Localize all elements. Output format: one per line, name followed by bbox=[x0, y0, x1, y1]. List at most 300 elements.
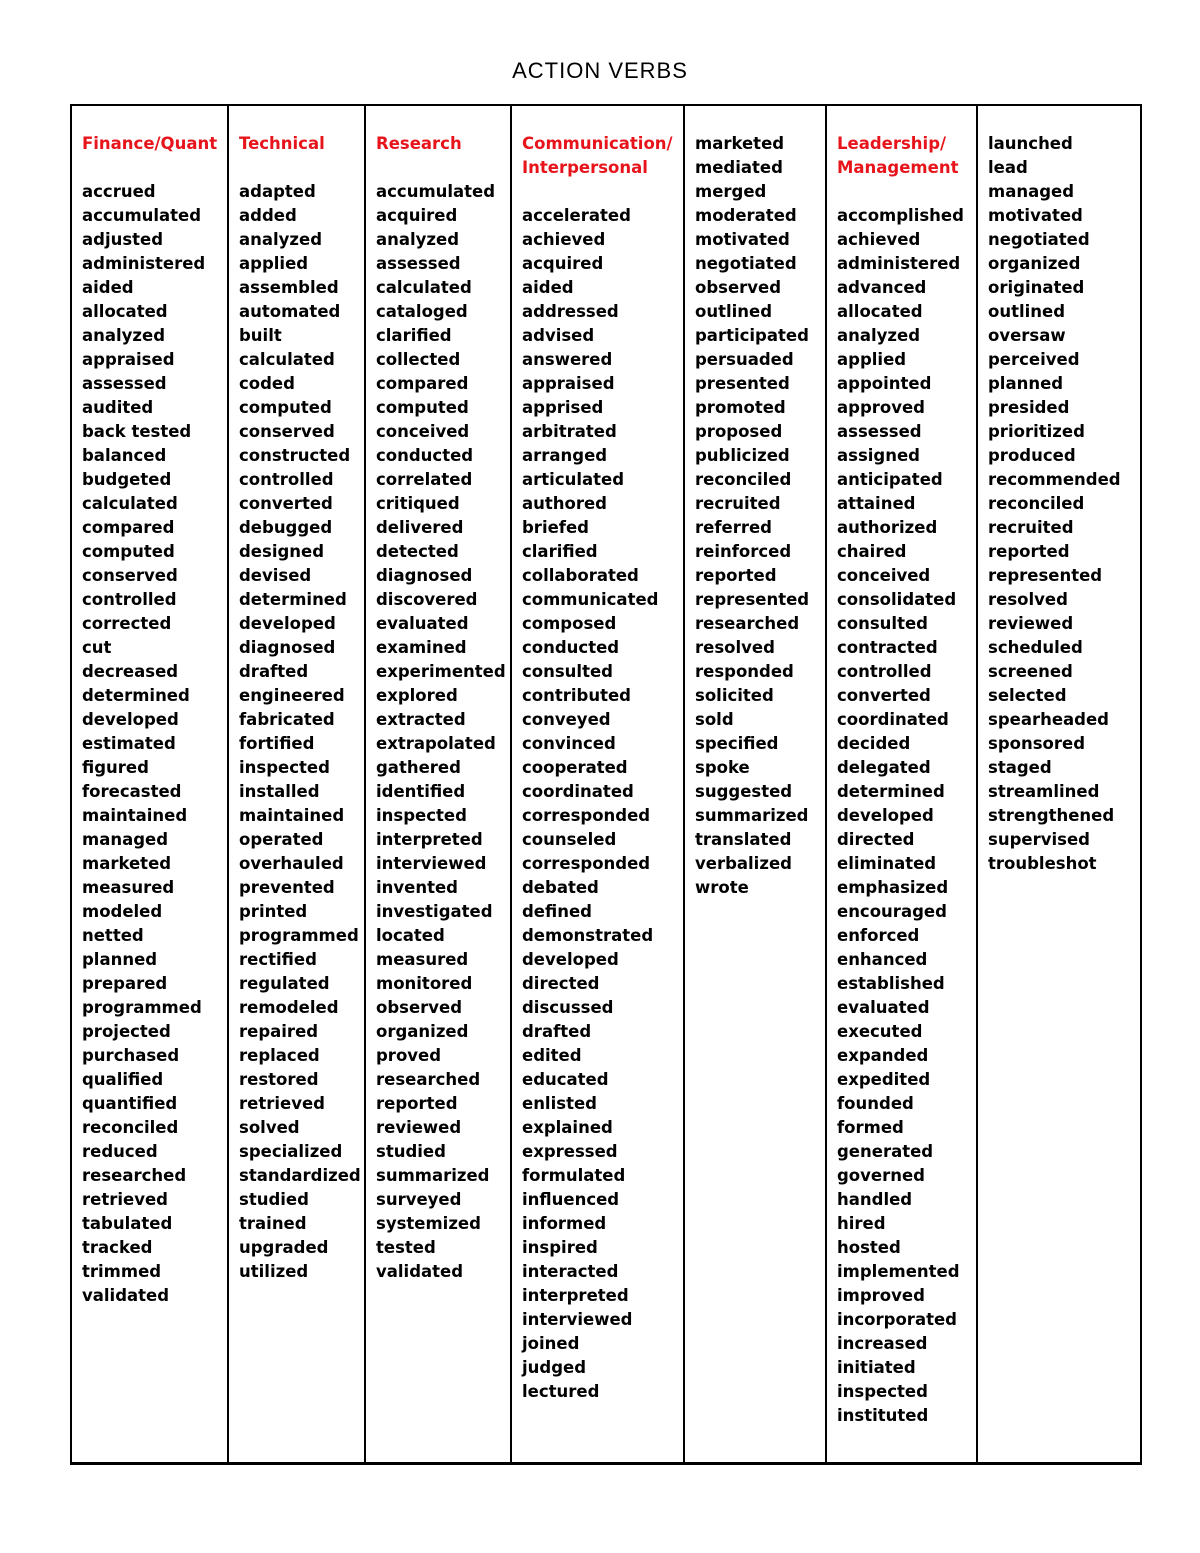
verb-item: developed bbox=[239, 614, 336, 633]
verb-item: sponsored bbox=[988, 734, 1086, 753]
verb-item: accumulated bbox=[376, 182, 496, 201]
verb-item: measured bbox=[376, 950, 469, 969]
verb-item: standardized bbox=[239, 1166, 361, 1185]
verb-item: computed bbox=[239, 398, 332, 417]
verb-item: tabulated bbox=[82, 1214, 173, 1233]
verb-item: reviewed bbox=[988, 614, 1074, 633]
verb-item: formulated bbox=[522, 1166, 626, 1185]
verb-item: analyzed bbox=[376, 230, 460, 249]
verb-item: appraised bbox=[522, 374, 615, 393]
verb-item: represented bbox=[695, 590, 810, 609]
verb-item: explained bbox=[522, 1118, 613, 1137]
verb-item: developed bbox=[82, 710, 179, 729]
verb-item: strengthened bbox=[988, 806, 1115, 825]
verb-item: verbalized bbox=[695, 854, 792, 873]
verb-item: determined bbox=[837, 782, 945, 801]
verb-item: educated bbox=[522, 1070, 609, 1089]
verb-item: communicated bbox=[522, 590, 659, 609]
verb-item: conceived bbox=[376, 422, 470, 441]
verb-item: assessed bbox=[376, 254, 461, 273]
verb-item: validated bbox=[82, 1286, 170, 1305]
verb-item: rectified bbox=[239, 950, 317, 969]
verb-item: assessed bbox=[837, 422, 922, 441]
verb-item: founded bbox=[837, 1094, 914, 1113]
verb-item: articulated bbox=[522, 470, 625, 489]
verb-item: inspected bbox=[837, 1382, 928, 1401]
verb-item: applied bbox=[837, 350, 907, 369]
verb-item: encouraged bbox=[837, 902, 947, 921]
verb-item: cooperated bbox=[522, 758, 628, 777]
verb-item: utilized bbox=[239, 1262, 309, 1281]
verb-item: specialized bbox=[239, 1142, 343, 1161]
verb-item: inspected bbox=[239, 758, 330, 777]
verb-item: diagnosed bbox=[239, 638, 336, 657]
verb-item: proved bbox=[376, 1046, 442, 1065]
verb-item: judged bbox=[522, 1358, 587, 1377]
action-verbs-table bbox=[70, 104, 1142, 1465]
verb-item: counseled bbox=[522, 830, 617, 849]
verb-item: trimmed bbox=[82, 1262, 162, 1281]
verb-item: upgraded bbox=[239, 1238, 329, 1257]
verb-item: authorized bbox=[837, 518, 938, 537]
verb-item: reconciled bbox=[82, 1118, 179, 1137]
verb-item: troubleshot bbox=[988, 854, 1097, 873]
verb-item: planned bbox=[82, 950, 158, 969]
verb-item: lectured bbox=[522, 1382, 600, 1401]
verb-item: computed bbox=[376, 398, 469, 417]
verb-item: investigated bbox=[376, 902, 493, 921]
verb-item: corresponded bbox=[522, 854, 651, 873]
verb-item: calculated bbox=[376, 278, 472, 297]
verb-item: launched bbox=[988, 134, 1073, 153]
verb-item: analyzed bbox=[82, 326, 166, 345]
verb-item: developed bbox=[522, 950, 619, 969]
verb-item: forecasted bbox=[82, 782, 182, 801]
verb-item: retrieved bbox=[82, 1190, 168, 1209]
verb-item: accomplished bbox=[837, 206, 964, 225]
verb-item: achieved bbox=[522, 230, 606, 249]
verb-item: reported bbox=[695, 566, 777, 585]
verb-item: consulted bbox=[837, 614, 928, 633]
verb-item: represented bbox=[988, 566, 1103, 585]
verb-item: handled bbox=[837, 1190, 913, 1209]
column-heading: Finance/Quant bbox=[82, 134, 218, 153]
verb-item: sold bbox=[695, 710, 734, 729]
verb-item: devised bbox=[239, 566, 312, 585]
verb-item: presided bbox=[988, 398, 1070, 417]
verb-item: determined bbox=[82, 686, 190, 705]
verb-item: researched bbox=[82, 1166, 187, 1185]
verb-item: studied bbox=[376, 1142, 446, 1161]
verb-item: conducted bbox=[376, 446, 474, 465]
verb-item: promoted bbox=[695, 398, 786, 417]
verb-item: proposed bbox=[695, 422, 783, 441]
verb-item: tracked bbox=[82, 1238, 153, 1257]
verb-item: analyzed bbox=[837, 326, 921, 345]
verb-item: formed bbox=[837, 1118, 904, 1137]
verb-item: restored bbox=[239, 1070, 319, 1089]
column-research bbox=[366, 106, 512, 1462]
verb-item: debugged bbox=[239, 518, 333, 537]
verb-item: anticipated bbox=[837, 470, 943, 489]
verb-item: delivered bbox=[376, 518, 464, 537]
verb-item: suggested bbox=[695, 782, 793, 801]
verb-item: briefed bbox=[522, 518, 589, 537]
verb-item: designed bbox=[239, 542, 325, 561]
verb-item: maintained bbox=[239, 806, 345, 825]
verb-item: eliminated bbox=[837, 854, 937, 873]
verb-item: attained bbox=[837, 494, 916, 513]
verb-item: studied bbox=[239, 1190, 309, 1209]
verb-item: monitored bbox=[376, 974, 473, 993]
verb-item: cut bbox=[82, 638, 112, 657]
verb-item: detected bbox=[376, 542, 459, 561]
verb-item: quantified bbox=[82, 1094, 178, 1113]
verb-item: compared bbox=[82, 518, 175, 537]
verb-item: conserved bbox=[82, 566, 178, 585]
verb-item: convinced bbox=[522, 734, 616, 753]
verb-item: approved bbox=[837, 398, 925, 417]
verb-item: replaced bbox=[239, 1046, 320, 1065]
page-title: ACTION VERBS bbox=[512, 58, 688, 83]
verb-item: defined bbox=[522, 902, 592, 921]
verb-item: streamlined bbox=[988, 782, 1100, 801]
column-communication-interpersonal-continued bbox=[685, 106, 827, 1462]
verb-item: influenced bbox=[522, 1190, 620, 1209]
verb-item: marketed bbox=[695, 134, 785, 153]
verb-item: adjusted bbox=[82, 230, 164, 249]
verb-item: inspired bbox=[522, 1238, 598, 1257]
verb-item: informed bbox=[522, 1214, 607, 1233]
verb-item: extrapolated bbox=[376, 734, 496, 753]
verb-item: prevented bbox=[239, 878, 335, 897]
column-finance-quant bbox=[72, 106, 229, 1462]
verb-item: supervised bbox=[988, 830, 1090, 849]
verb-item: controlled bbox=[239, 470, 334, 489]
verb-item: diagnosed bbox=[376, 566, 473, 585]
verb-item: arbitrated bbox=[522, 422, 617, 441]
verb-item: retrieved bbox=[239, 1094, 325, 1113]
verb-item: prioritized bbox=[988, 422, 1085, 441]
verb-item: merged bbox=[695, 182, 767, 201]
verb-item: controlled bbox=[82, 590, 177, 609]
verb-item: explored bbox=[376, 686, 458, 705]
verb-item: coordinated bbox=[837, 710, 949, 729]
verb-item: repaired bbox=[239, 1022, 319, 1041]
verb-item: observed bbox=[695, 278, 782, 297]
verb-item: drafted bbox=[239, 662, 309, 681]
verb-item: regulated bbox=[239, 974, 330, 993]
verb-item: expressed bbox=[522, 1142, 618, 1161]
verb-item: enforced bbox=[837, 926, 920, 945]
verb-item: directed bbox=[837, 830, 915, 849]
verb-item: corrected bbox=[82, 614, 172, 633]
verb-item: contributed bbox=[522, 686, 631, 705]
verb-item: perceived bbox=[988, 350, 1080, 369]
verb-item: recommended bbox=[988, 470, 1121, 489]
verb-item: moderated bbox=[695, 206, 797, 225]
verb-item: researched bbox=[695, 614, 800, 633]
verb-item: decided bbox=[837, 734, 911, 753]
verb-item: clarified bbox=[522, 542, 598, 561]
verb-item: presented bbox=[695, 374, 790, 393]
verb-item: organized bbox=[988, 254, 1081, 273]
verb-item: balanced bbox=[82, 446, 167, 465]
verb-item: qualified bbox=[82, 1070, 164, 1089]
verb-item: oversaw bbox=[988, 326, 1066, 345]
verb-item: observed bbox=[376, 998, 463, 1017]
verb-item: appraised bbox=[82, 350, 175, 369]
verb-item: recruited bbox=[988, 518, 1074, 537]
verb-item: improved bbox=[837, 1286, 925, 1305]
verb-item: lead bbox=[988, 158, 1028, 177]
verb-item: programmed bbox=[82, 998, 202, 1017]
verb-item: programmed bbox=[239, 926, 359, 945]
verb-item: gathered bbox=[376, 758, 461, 777]
verb-item: recruited bbox=[695, 494, 781, 513]
verb-item: referred bbox=[695, 518, 772, 537]
verb-item: appointed bbox=[837, 374, 932, 393]
verb-item: determined bbox=[239, 590, 347, 609]
verb-item: joined bbox=[522, 1334, 580, 1353]
verb-item: measured bbox=[82, 878, 175, 897]
column-leadership-management-continued bbox=[978, 106, 1140, 1462]
verb-item: consulted bbox=[522, 662, 613, 681]
verb-item: edited bbox=[522, 1046, 582, 1065]
verb-item: staged bbox=[988, 758, 1052, 777]
verb-item: inspected bbox=[376, 806, 467, 825]
verb-item: publicized bbox=[695, 446, 790, 465]
verb-item: expedited bbox=[837, 1070, 931, 1089]
verb-item: resolved bbox=[695, 638, 775, 657]
verb-item: planned bbox=[988, 374, 1064, 393]
verb-item: allocated bbox=[837, 302, 923, 321]
verb-item: administered bbox=[82, 254, 206, 273]
verb-item: implemented bbox=[837, 1262, 960, 1281]
verb-item: experimented bbox=[376, 662, 506, 681]
verb-item: executed bbox=[837, 1022, 923, 1041]
verb-item: drafted bbox=[522, 1022, 592, 1041]
verb-item: spearheaded bbox=[988, 710, 1109, 729]
verb-item: discovered bbox=[376, 590, 478, 609]
verb-item: cataloged bbox=[376, 302, 468, 321]
verb-item: controlled bbox=[837, 662, 932, 681]
verb-item: solved bbox=[239, 1118, 300, 1137]
verb-item: marketed bbox=[82, 854, 172, 873]
verb-item: enhanced bbox=[837, 950, 928, 969]
verb-item: demonstrated bbox=[522, 926, 654, 945]
verb-item: managed bbox=[82, 830, 169, 849]
verb-item: figured bbox=[82, 758, 149, 777]
verb-item: installed bbox=[239, 782, 320, 801]
column-leadership-management bbox=[827, 106, 978, 1462]
verb-item: engineered bbox=[239, 686, 345, 705]
verb-item: conceived bbox=[837, 566, 931, 585]
verb-item: back tested bbox=[82, 422, 192, 441]
verb-item: identified bbox=[376, 782, 466, 801]
verb-item: addressed bbox=[522, 302, 619, 321]
verb-item: outlined bbox=[988, 302, 1066, 321]
verb-item: critiqued bbox=[376, 494, 460, 513]
verb-item: spoke bbox=[695, 758, 750, 777]
verb-item: reconciled bbox=[695, 470, 792, 489]
column-heading: Technical bbox=[239, 134, 325, 153]
verb-item: coordinated bbox=[522, 782, 634, 801]
verb-item: correlated bbox=[376, 470, 473, 489]
verb-item: estimated bbox=[82, 734, 176, 753]
verb-item: aided bbox=[82, 278, 134, 297]
verb-item: consolidated bbox=[837, 590, 957, 609]
verb-item: coded bbox=[239, 374, 295, 393]
verb-item: accelerated bbox=[522, 206, 631, 225]
verb-item: located bbox=[376, 926, 445, 945]
verb-item: achieved bbox=[837, 230, 921, 249]
verb-item: budgeted bbox=[82, 470, 172, 489]
verb-item: reported bbox=[988, 542, 1070, 561]
column-technical bbox=[229, 106, 366, 1462]
verb-item: remodeled bbox=[239, 998, 339, 1017]
verb-item: researched bbox=[376, 1070, 481, 1089]
verb-item: advised bbox=[522, 326, 595, 345]
verb-item: tested bbox=[376, 1238, 436, 1257]
verb-item: acquired bbox=[376, 206, 458, 225]
verb-item: acquired bbox=[522, 254, 604, 273]
verb-item: accumulated bbox=[82, 206, 202, 225]
verb-item: selected bbox=[988, 686, 1067, 705]
verb-item: surveyed bbox=[376, 1190, 462, 1209]
verb-item: hosted bbox=[837, 1238, 901, 1257]
verb-item: built bbox=[239, 326, 282, 345]
verb-item: summarized bbox=[695, 806, 809, 825]
column-communication-interpersonal bbox=[512, 106, 685, 1462]
verb-item: originated bbox=[988, 278, 1085, 297]
verb-item: examined bbox=[376, 638, 467, 657]
verb-item: netted bbox=[82, 926, 144, 945]
verb-item: incorporated bbox=[837, 1310, 957, 1329]
verb-item: managed bbox=[988, 182, 1075, 201]
verb-item: expanded bbox=[837, 1046, 929, 1065]
verb-item: assessed bbox=[82, 374, 167, 393]
verb-item: interpreted bbox=[376, 830, 483, 849]
verb-item: fortified bbox=[239, 734, 315, 753]
column-heading: Communication/ Interpersonal bbox=[522, 134, 673, 177]
verb-item: evaluated bbox=[376, 614, 469, 633]
verb-item: responded bbox=[695, 662, 794, 681]
column-heading: Research bbox=[376, 134, 462, 153]
verb-item: developed bbox=[837, 806, 934, 825]
verb-item: reconciled bbox=[988, 494, 1085, 513]
verb-item: advanced bbox=[837, 278, 927, 297]
verb-item: printed bbox=[239, 902, 308, 921]
verb-item: directed bbox=[522, 974, 600, 993]
verb-item: specified bbox=[695, 734, 779, 753]
verb-item: hired bbox=[837, 1214, 886, 1233]
verb-item: motivated bbox=[988, 206, 1083, 225]
verb-item: added bbox=[239, 206, 297, 225]
verb-item: outlined bbox=[695, 302, 773, 321]
verb-item: reviewed bbox=[376, 1118, 462, 1137]
verb-item: produced bbox=[988, 446, 1076, 465]
verb-item: interacted bbox=[522, 1262, 619, 1281]
verb-item: compared bbox=[376, 374, 469, 393]
verb-item: trained bbox=[239, 1214, 307, 1233]
verb-item: debated bbox=[522, 878, 599, 897]
verb-item: calculated bbox=[82, 494, 178, 513]
verb-item: constructed bbox=[239, 446, 351, 465]
verb-item: arranged bbox=[522, 446, 608, 465]
verb-item: interviewed bbox=[376, 854, 487, 873]
verb-item: extracted bbox=[376, 710, 466, 729]
verb-item: discussed bbox=[522, 998, 614, 1017]
verb-item: audited bbox=[82, 398, 154, 417]
verb-item: wrote bbox=[695, 878, 749, 897]
verb-item: interviewed bbox=[522, 1310, 633, 1329]
verb-item: contracted bbox=[837, 638, 938, 657]
verb-item: evaluated bbox=[837, 998, 930, 1017]
verb-item: calculated bbox=[239, 350, 335, 369]
verb-item: projected bbox=[82, 1022, 171, 1041]
verb-item: corresponded bbox=[522, 806, 651, 825]
verb-item: translated bbox=[695, 830, 792, 849]
verb-item: reinforced bbox=[695, 542, 792, 561]
verb-item: converted bbox=[837, 686, 931, 705]
verb-item: converted bbox=[239, 494, 333, 513]
verb-item: conveyed bbox=[522, 710, 611, 729]
verb-item: generated bbox=[837, 1142, 934, 1161]
verb-item: delegated bbox=[837, 758, 931, 777]
verb-item: conducted bbox=[522, 638, 620, 657]
verb-item: screened bbox=[988, 662, 1073, 681]
verb-item: assigned bbox=[837, 446, 920, 465]
verb-item: reduced bbox=[82, 1142, 158, 1161]
verb-item: collected bbox=[376, 350, 461, 369]
verb-item: assembled bbox=[239, 278, 339, 297]
column-heading: Leadership/ Management bbox=[837, 134, 959, 177]
verb-item: invented bbox=[376, 878, 458, 897]
verb-item: negotiated bbox=[695, 254, 797, 273]
verb-item: fabricated bbox=[239, 710, 335, 729]
verb-item: analyzed bbox=[239, 230, 323, 249]
verb-item: motivated bbox=[695, 230, 790, 249]
verb-item: governed bbox=[837, 1166, 925, 1185]
verb-item: modeled bbox=[82, 902, 163, 921]
verb-item: established bbox=[837, 974, 945, 993]
verb-item: scheduled bbox=[988, 638, 1083, 657]
verb-item: prepared bbox=[82, 974, 168, 993]
verb-item: emphasized bbox=[837, 878, 949, 897]
verb-item: purchased bbox=[82, 1046, 180, 1065]
verb-item: persuaded bbox=[695, 350, 794, 369]
verb-item: solicited bbox=[695, 686, 774, 705]
verb-item: operated bbox=[239, 830, 324, 849]
verb-item: validated bbox=[376, 1262, 464, 1281]
verb-item: conserved bbox=[239, 422, 335, 441]
verb-item: aided bbox=[522, 278, 574, 297]
verb-item: chaired bbox=[837, 542, 907, 561]
verb-item: administered bbox=[837, 254, 961, 273]
verb-item: decreased bbox=[82, 662, 179, 681]
verb-item: negotiated bbox=[988, 230, 1090, 249]
verb-item: summarized bbox=[376, 1166, 490, 1185]
verb-item: automated bbox=[239, 302, 341, 321]
verb-item: reported bbox=[376, 1094, 458, 1113]
verb-item: organized bbox=[376, 1022, 469, 1041]
verb-item: accrued bbox=[82, 182, 156, 201]
verb-item: systemized bbox=[376, 1214, 481, 1233]
verb-item: clarified bbox=[376, 326, 452, 345]
verb-item: apprised bbox=[522, 398, 604, 417]
verb-item: participated bbox=[695, 326, 809, 345]
